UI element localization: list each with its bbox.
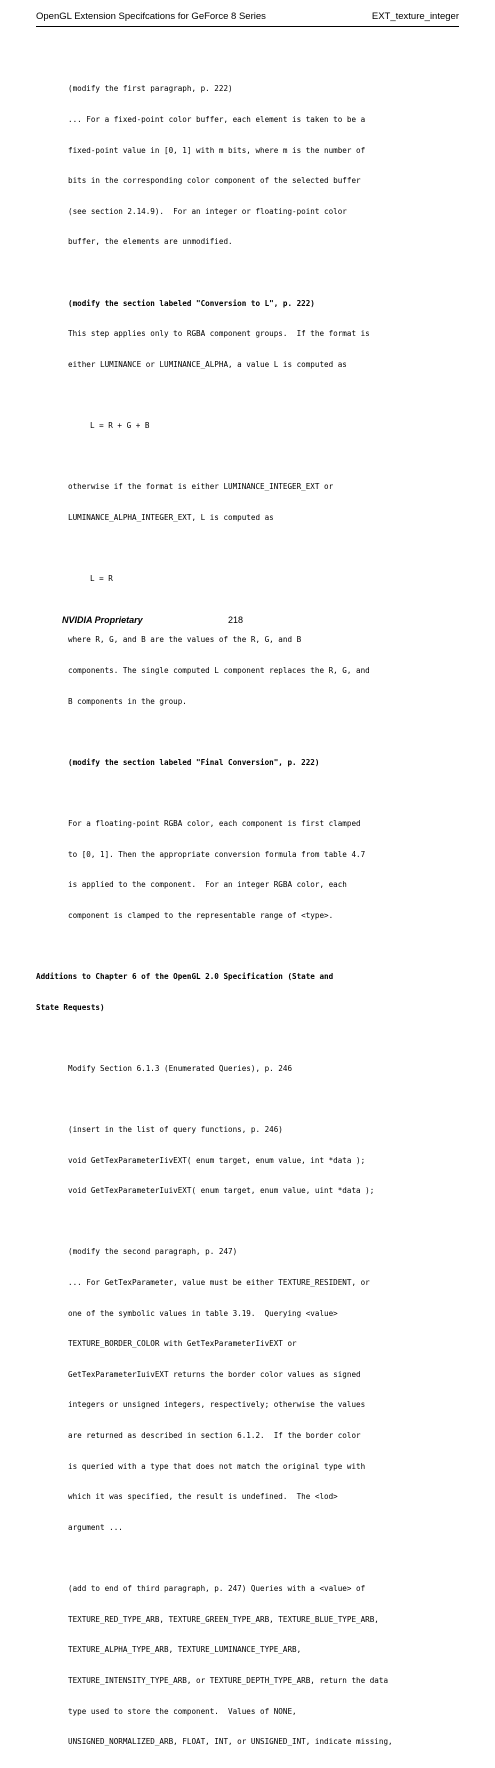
text-line: Modify Section 6.1.3 (Enumerated Queries), p. 246 xyxy=(68,1063,293,1073)
text-line: which it was specified, the result is undefined. The <lod> xyxy=(68,1492,338,1502)
text-line: ... For GetTexParameter, value must be either TEXTURE_RESIDENT, or xyxy=(68,1278,370,1287)
formula-line: L = R xyxy=(90,574,113,584)
section-heading: (modify the section labeled "Final Conversion", p. 222) xyxy=(68,757,320,767)
text-line: component is clamped to the representable range of <type>. xyxy=(68,910,334,920)
text-line: ... For a fixed-point color buffer, each element is taken to be a xyxy=(68,115,366,125)
text-line: LUMINANCE_ALPHA_INTEGER_EXT, L is computed as xyxy=(68,512,274,522)
section-heading: (modify the section labeled "Conversion to L", p. 222) xyxy=(68,298,315,308)
footer-proprietary-label: NVIDIA Proprietary xyxy=(62,615,143,625)
header-title: OpenGL Extension Specifcations for GeForce 8 Series xyxy=(36,11,266,22)
text-line: are returned as described in section 6.1.2. If the border color xyxy=(68,1431,361,1441)
chapter-heading: State Requests) xyxy=(36,1002,105,1012)
text-line: GetTexParameterIuivEXT returns the border color values as signed xyxy=(68,1369,361,1379)
document-body xyxy=(36,64,476,1768)
text-line: UNSIGNED_NORMALIZED_ARB, FLOAT, INT, or UNSIGNED_INT, indicate missing, xyxy=(68,1737,393,1747)
header-extension-name: EXT_texture_integer xyxy=(371,11,459,22)
code-line: void GetTexParameterIuivEXT( enum target, enum value, uint *data ); xyxy=(68,1186,375,1196)
text-line: buffer, the elements are unmodified. xyxy=(68,237,233,247)
code-line: void GetTexParameterIivEXT( enum target, enum value, int *data ); xyxy=(68,1155,366,1165)
text-line: is queried with a type that does not match the original type with xyxy=(68,1461,366,1471)
text-line: This step applies only to RGBA component groups. If the format is xyxy=(68,329,370,339)
text-line: bits in the corresponding color component of the selected buffer xyxy=(68,176,361,186)
text-line: fixed-point value in [0, 1] with m bits, where m is the number of xyxy=(68,145,366,155)
text-line: one of the symbolic values in table 3.19. Querying <value> xyxy=(68,1308,338,1318)
text-line: TEXTURE_BORDER_COLOR with GetTexParameterIivEXT or xyxy=(68,1339,297,1349)
text-line: TEXTURE_ALPHA_TYPE_ARB, TEXTURE_LUMINANCE_TYPE_ARB, xyxy=(68,1645,302,1655)
text-line: B components in the group. xyxy=(68,696,187,706)
text-line: (see section 2.14.9). For an integer or floating-point color xyxy=(68,206,347,216)
text-line: where R, G, and B are the values of the R, G, and B xyxy=(68,635,302,645)
text-line: either LUMINANCE or LUMINANCE_ALPHA, a value L is computed as xyxy=(68,359,347,369)
text-line: (modify the first paragraph, p. 222) xyxy=(68,84,233,94)
text-line: TEXTURE_RED_TYPE_ARB, TEXTURE_GREEN_TYPE_ARB, TEXTURE_BLUE_TYPE_ARB, xyxy=(68,1614,379,1624)
page-header xyxy=(36,10,459,27)
text-line: (add to end of third paragraph, p. 247) Queries with a <value> of xyxy=(68,1584,366,1594)
text-line: components. The single computed L component replaces the R, G, and xyxy=(68,665,370,675)
text-line: (insert in the list of query functions, p. 246) xyxy=(68,1124,283,1134)
formula-line: L = R + G + B xyxy=(90,421,150,431)
page-number: 218 xyxy=(228,615,244,625)
text-line: argument ... xyxy=(68,1522,123,1532)
text-line: otherwise if the format is either LUMINANCE_INTEGER_EXT or xyxy=(68,482,334,492)
chapter-heading: Additions to Chapter 6 of the OpenGL 2.0 Specification (State and xyxy=(36,971,334,981)
text-line: integers or unsigned integers, respectively; otherwise the values xyxy=(68,1400,366,1410)
text-line: is applied to the component. For an integer RGBA color, each xyxy=(68,880,347,890)
text-line: to [0, 1]. Then the appropriate conversion formula from table 4.7 xyxy=(68,849,366,859)
text-line: type used to store the component. Values of NONE, xyxy=(68,1706,297,1716)
text-line: For a floating-point RGBA color, each component is first clamped xyxy=(68,818,361,828)
text-line: TEXTURE_INTENSITY_TYPE_ARB, or TEXTURE_DEPTH_TYPE_ARB, return the data xyxy=(68,1675,389,1685)
text-line: (modify the second paragraph, p. 247) xyxy=(68,1247,238,1257)
